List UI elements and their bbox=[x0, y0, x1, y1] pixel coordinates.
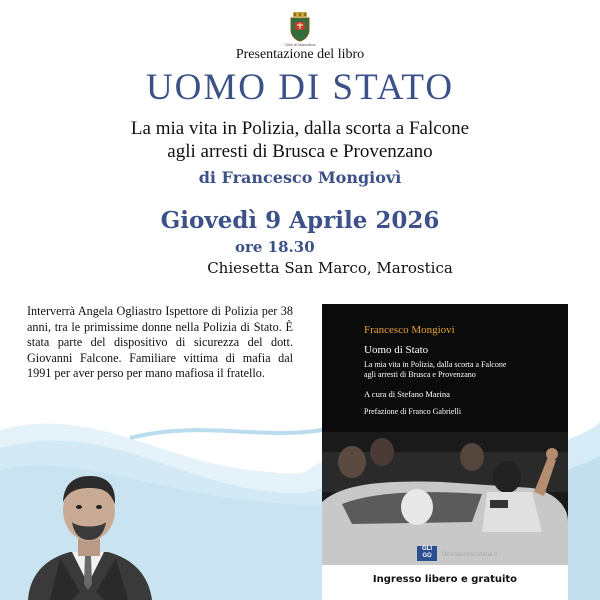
speaker-bio: Interverrà Angela Ogliastro Ispettore di Polizia per 38 anni, tra le primissime donne nella Polizia di Stato. È stata parte del dispositivo di sicurezza del dott. Giovanni Falcone. Familiare vittima di mafia dal 1991 per aver perso per mano mafiosa il fratello. bbox=[27, 304, 293, 380]
event-date: Giovedì 9 Aprile 2026 bbox=[160, 207, 440, 234]
subtitle-line-1: La mia vita in Polizia, dalla scorta a Falcone bbox=[130, 118, 470, 139]
event-venue: Chiesetta San Marco, Marostica bbox=[207, 259, 453, 277]
author-line: di Francesco Mongiovì bbox=[198, 168, 402, 187]
portrait-image bbox=[20, 462, 158, 600]
cover-subtitle-line-1: La mia vita in Polizia, dalla scorta a Falcone bbox=[364, 360, 507, 369]
book-subtitle bbox=[0, 117, 600, 163]
cover-photo bbox=[322, 432, 568, 565]
cover-subtitle-line-2: agli arresti di Brusca e Provenzano bbox=[364, 369, 476, 379]
cover-subtitle bbox=[364, 360, 564, 379]
city-crest-icon bbox=[287, 12, 313, 42]
entry-note: Ingresso libero e gratuito bbox=[372, 574, 518, 585]
cover-title: Uomo di Stato bbox=[364, 344, 429, 356]
publisher-logo: GLI GO bbox=[417, 546, 437, 561]
cover-url: libreriauniversitaria.it bbox=[442, 552, 498, 558]
cover-preface: Prefazione di Franco Gabrielli bbox=[364, 407, 462, 416]
cover-author: Francesco Mongiovì bbox=[364, 324, 455, 336]
event-time: ore 18.30 bbox=[235, 238, 315, 256]
crest-label: Città di Marostica bbox=[284, 42, 316, 47]
subtitle-line-2: agli arresti di Brusca e Provenzano bbox=[167, 141, 433, 162]
cover-curator: A cura di Stefano Marina bbox=[364, 389, 450, 399]
book-title: UOMO DI STATO bbox=[145, 67, 455, 108]
book-cover bbox=[322, 304, 568, 565]
presentation-label: Presentazione del libro bbox=[235, 47, 365, 62]
